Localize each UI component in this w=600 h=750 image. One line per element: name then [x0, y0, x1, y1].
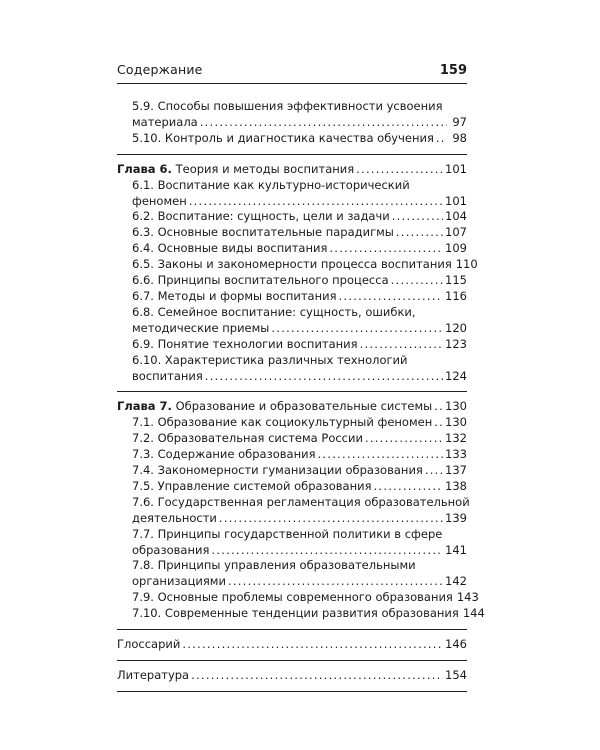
toc-entry-page: 130: [445, 399, 467, 414]
toc-entry-page: 109: [445, 241, 467, 256]
toc-entry-text: 5.10. Контроль и диагностика качества обучения: [132, 130, 434, 145]
toc-section-7-2[interactable]: [117, 431, 467, 447]
toc-entry-page: 133: [445, 447, 467, 462]
toc-entry-text: 7.5. Управление системой образования: [132, 478, 372, 493]
toc-entry-text: организациями: [132, 574, 226, 589]
toc-entry-page: 142: [445, 574, 467, 589]
toc-entry-text: 6.9. Понятие технологии воспитания: [132, 336, 358, 351]
toc-section-7-8[interactable]: [117, 558, 467, 590]
toc-chapter-6: [117, 154, 478, 385]
toc-entry-page: 124: [445, 368, 467, 383]
toc-entry-text: методические приемы: [132, 320, 270, 335]
toc-entry-page: 139: [445, 510, 467, 525]
toc-entry-text: 7.1. Образование как социокультурный феномен: [132, 415, 433, 430]
toc-entry-text: 7.9. Основные проблемы современного образования: [132, 590, 453, 605]
toc-section-5-10[interactable]: [117, 131, 467, 147]
toc-section-6-5[interactable]: [117, 257, 478, 273]
toc-section-6-7[interactable]: [117, 289, 467, 305]
toc-entry-page: 138: [445, 478, 467, 493]
toc-section-7-6[interactable]: [117, 494, 470, 527]
toc-entry-page: 101: [445, 193, 467, 208]
toc-section-7-9[interactable]: [117, 590, 479, 606]
toc-entry-page: 97: [452, 114, 467, 129]
bottom-rule: [117, 691, 467, 692]
toc-entry-text: 6.2. Воспитание: сущность, цели и задачи: [132, 209, 390, 224]
toc-entry-page: 132: [445, 431, 467, 446]
toc-entry-page: 115: [445, 273, 467, 288]
toc-entry-page: 120: [445, 320, 467, 335]
toc-entry-text: 6.7. Методы и формы воспитания: [132, 288, 337, 303]
toc-section-6-9[interactable]: [117, 337, 467, 353]
toc-entry-page: 141: [445, 542, 467, 557]
toc-entry-text: материала: [132, 114, 198, 129]
toc-entry-text: деятельности: [132, 510, 217, 525]
toc-entry-text: образования: [132, 542, 210, 557]
toc-chapter-7-heading[interactable]: [117, 399, 467, 415]
toc-literature[interactable]: [117, 660, 467, 684]
toc-entry-page: 101: [445, 161, 467, 176]
toc-entry-page: 107: [445, 225, 467, 240]
toc-glossary[interactable]: [117, 629, 467, 653]
page: [117, 62, 485, 692]
toc-entry-page: 116: [445, 288, 467, 303]
toc-entry-text: 5.9. Способы повышения эффективности усвоения: [132, 99, 443, 113]
toc-entry-text: Глоссарий: [117, 637, 181, 652]
toc-section-6-1[interactable]: [117, 178, 467, 210]
toc-section-7-10[interactable]: [117, 606, 485, 622]
toc-entry-text: 7.3. Содержание образования: [132, 447, 316, 462]
running-head-page-number: 159: [439, 63, 467, 78]
toc-section-6-4[interactable]: [117, 241, 467, 257]
chapter-title: Образование и образовательные системы: [175, 399, 433, 414]
toc-entry-page: 98: [452, 130, 467, 145]
toc-entry-text: воспитания: [132, 368, 203, 383]
toc-section-7-7[interactable]: [117, 527, 467, 559]
toc-entry-page: 123: [445, 336, 467, 351]
running-head: [117, 62, 467, 84]
toc-entry-text: 7.2. Образовательная система России: [132, 431, 363, 446]
toc-entry-page: 144: [462, 606, 485, 621]
toc-section-6-3[interactable]: [117, 225, 467, 241]
toc-entry-text: 6.5. Законы и закономерности процесса воспитания: [132, 257, 452, 272]
toc-entry-text: 6.8. Семейное воспитание: сущность, ошибки,: [132, 304, 416, 319]
toc-entry-text: 7.4. Закономерности гуманизации образования: [132, 463, 423, 478]
toc-entry-text: 6.10. Характеристика различных технологий: [132, 352, 408, 367]
toc-entry-page: 143: [456, 590, 479, 605]
chapter-number: Глава 7.: [117, 399, 172, 414]
toc-section-6-2[interactable]: [117, 209, 467, 225]
toc-entry-page: 154: [445, 668, 467, 682]
toc-entry-text: 7.6. Государственная регламентация образовательной: [132, 494, 470, 509]
toc-chapter-6-heading[interactable]: [117, 162, 467, 178]
toc-entry-text: Литература: [117, 668, 190, 682]
toc-entry-text: 7.7. Принципы государственной политики в сфере: [132, 526, 443, 541]
toc-entry-text: 6.1. Воспитание как культурно-исторический: [132, 177, 410, 192]
toc-section-5-9[interactable]: [117, 99, 467, 131]
table-of-contents: [117, 99, 485, 692]
chapter-number: Глава 6.: [117, 161, 172, 176]
toc-entry-page: 137: [445, 463, 467, 478]
running-head-title: Содержание: [117, 62, 203, 77]
toc-entry-text: 6.6. Принципы воспитательного процесса: [132, 273, 389, 288]
toc-entry-page: 146: [445, 637, 467, 652]
toc-entry-text: 7.10. Современные тенденции развития образования: [132, 606, 459, 621]
chapter-title: Теория и методы воспитания: [175, 161, 355, 176]
toc-section-7-4[interactable]: [117, 463, 467, 479]
toc-section-6-8[interactable]: [117, 305, 467, 337]
toc-chapter-7: [117, 391, 485, 622]
toc-entry-text: 6.4. Основные виды воспитания: [132, 241, 328, 256]
toc-entry-page: 110: [455, 257, 478, 272]
toc-entry-text: феномен: [132, 193, 187, 208]
toc-section-6-6[interactable]: [117, 273, 467, 289]
toc-section-7-5[interactable]: [117, 479, 467, 495]
toc-entry-text: 7.8. Принципы управления образовательными: [132, 558, 416, 573]
toc-entry-text: 6.3. Основные воспитательные парадигмы: [132, 225, 394, 240]
toc-entry-page: 104: [445, 209, 467, 224]
toc-section-7-1[interactable]: [117, 415, 467, 431]
toc-section-7-3[interactable]: [117, 447, 467, 463]
toc-section-6-10[interactable]: [117, 353, 467, 385]
toc-entry-page: 130: [445, 415, 467, 430]
